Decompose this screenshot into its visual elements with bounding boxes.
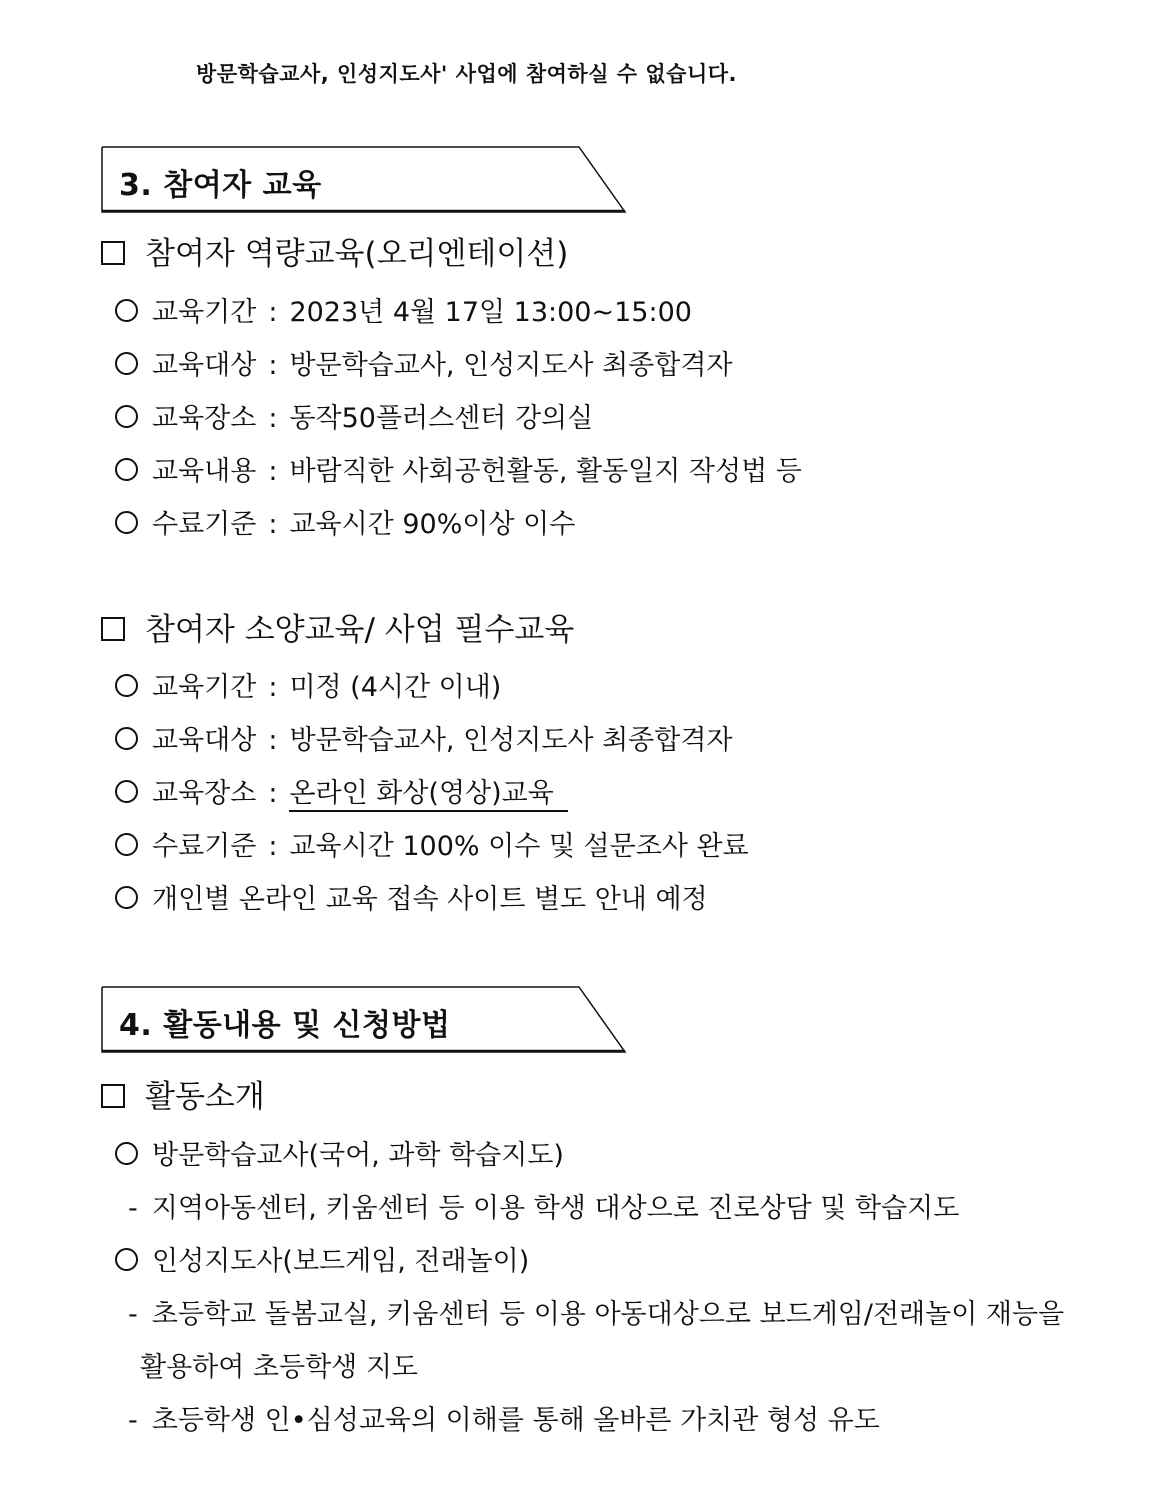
group-heading-orientation: 참여자 역량교육(오리엔테이션): [101, 228, 568, 273]
list-item: 교육내용 : 바람직한 사회공헌활동, 활동일지 작성법 등: [115, 449, 802, 488]
circle-bullet-icon: [115, 886, 138, 909]
dash-bullet: -: [128, 1299, 138, 1330]
top-note: 방문학습교사, 인성지도사' 사업에 참여하실 수 없습니다.: [196, 62, 738, 86]
circle-bullet-icon: [115, 458, 138, 481]
group-heading-activity-intro: 활동소개: [101, 1071, 265, 1116]
square-bullet-icon: [101, 1084, 125, 1108]
section-4-title: 4. 활동내용 및 신청방법: [119, 1008, 451, 1043]
list-item: 교육기간 : 미정 (4시간 이내): [115, 665, 501, 704]
circle-bullet-icon: [115, 780, 138, 803]
circle-bullet-icon: [115, 1142, 138, 1165]
square-bullet-icon: [101, 617, 125, 641]
section-4-header: [101, 986, 627, 1054]
list-item: 교육대상 : 방문학습교사, 인성지도사 최종합격자: [115, 343, 733, 382]
detail-item-continuation: 활용하여 초등학생 지도: [140, 1352, 418, 1383]
circle-bullet-icon: [115, 727, 138, 750]
circle-bullet-icon: [115, 352, 138, 375]
group-heading-required-education: 참여자 소양교육/ 사업 필수교육: [101, 604, 574, 649]
list-item: 교육장소 : 온라인 화상(영상)교육: [115, 771, 568, 810]
list-item: 인성지도사(보드게임, 전래놀이): [115, 1239, 529, 1278]
detail-item: - 초등학교 돌봄교실, 키움센터 등 이용 아동대상으로 보드게임/전래놀이 재능을: [128, 1299, 1065, 1330]
list-item: 개인별 온라인 교육 접속 사이트 별도 안내 예정: [115, 877, 708, 916]
circle-bullet-icon: [115, 833, 138, 856]
circle-bullet-icon: [115, 299, 138, 322]
list-item: 방문학습교사(국어, 과학 학습지도): [115, 1133, 564, 1172]
circle-bullet-icon: [115, 1248, 138, 1271]
section-3-header: [101, 146, 627, 214]
detail-item: - 지역아동센터, 키움센터 등 이용 학생 대상으로 진로상담 및 학습지도: [128, 1193, 960, 1224]
circle-bullet-icon: [115, 511, 138, 534]
underlined-value: 온라인 화상(영상)교육: [289, 778, 567, 812]
list-item: 교육장소 : 동작50플러스센터 강의실: [115, 396, 593, 435]
section-3-title: 3. 참여자 교육: [119, 168, 322, 203]
square-bullet-icon: [101, 241, 125, 265]
circle-bullet-icon: [115, 405, 138, 428]
circle-bullet-icon: [115, 674, 138, 697]
detail-item: - 초등학생 인•심성교육의 이해를 통해 올바른 가치관 형성 유도: [128, 1405, 880, 1436]
list-item: 수료기준 : 교육시간 90%이상 이수: [115, 502, 575, 541]
dash-bullet: -: [128, 1405, 138, 1436]
list-item: 수료기준 : 교육시간 100% 이수 및 설문조사 완료: [115, 824, 749, 863]
list-item: 교육기간 : 2023년 4월 17일 13:00~15:00: [115, 290, 692, 329]
list-item: 교육대상 : 방문학습교사, 인성지도사 최종합격자: [115, 718, 733, 757]
dash-bullet: -: [128, 1193, 138, 1224]
